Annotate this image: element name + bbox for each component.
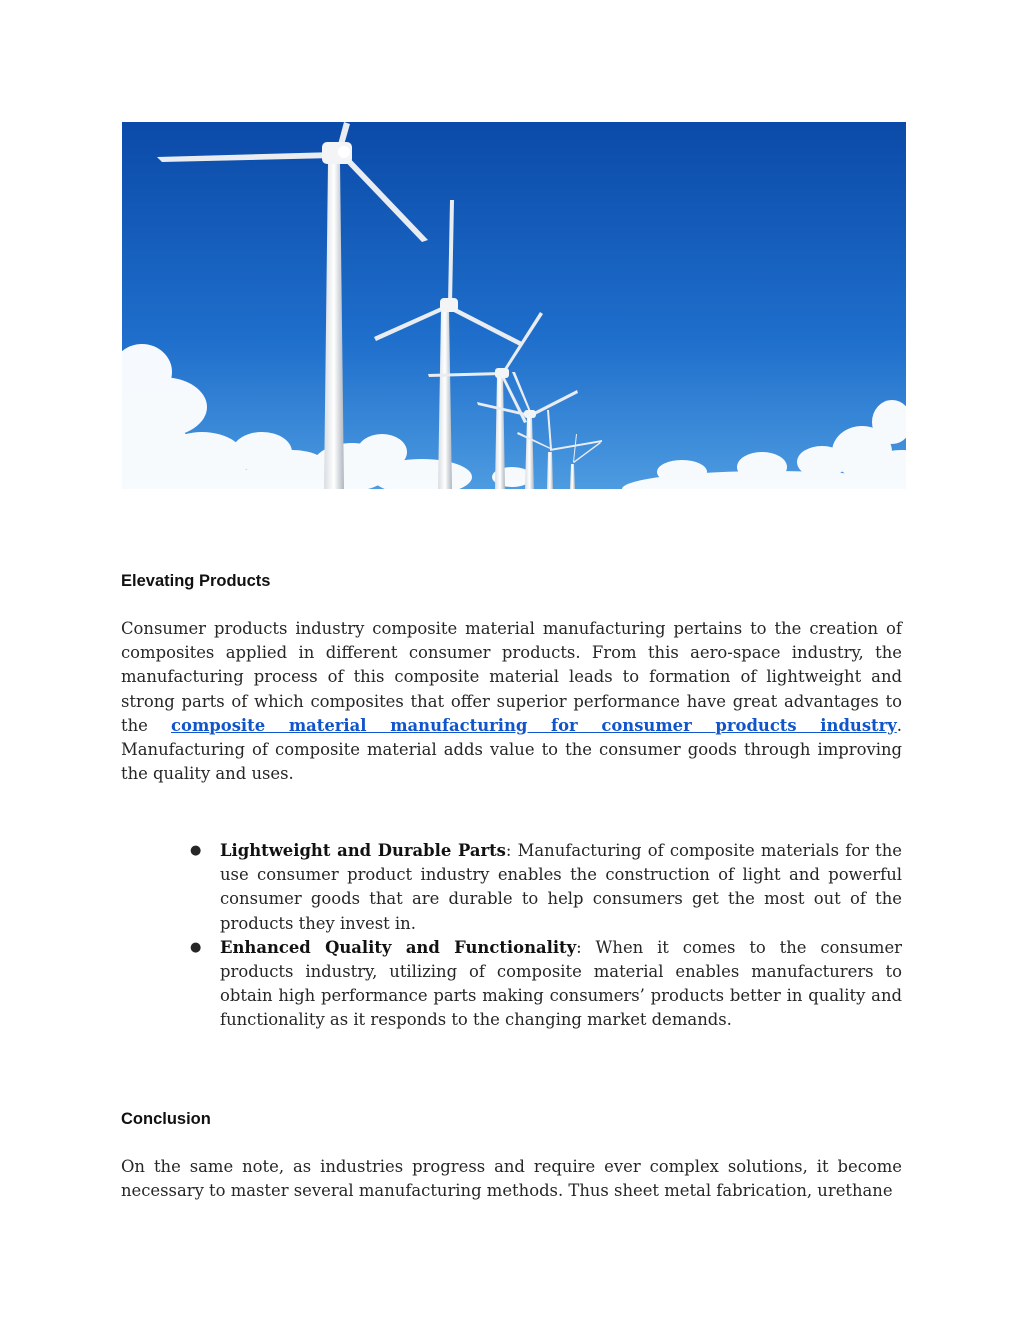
wind-turbines-photo [122,122,906,489]
section-heading-elevating: Elevating Products [121,572,271,590]
bullet-icon: ● [190,939,202,955]
list-item [190,839,902,936]
composite-manufacturing-link[interactable]: composite material manufacturing for consumer products industry [171,715,897,735]
benefits-list [190,839,902,1033]
list-item [190,936,902,1033]
conclusion-paragraph: On the same note, as industries progress and require ever complex solutions, it become necessary to master several manufacturing methods. Thus sheet metal fabrication, urethane [121,1157,902,1201]
intro-text-end: . Manufacturing of composite material adds value to the consumer goods through improving the quality and uses. [121,715,902,784]
section-heading-conclusion: Conclusion [121,1110,211,1128]
bullet-title: Lightweight and Durable Parts [220,841,506,860]
bullet-title: Enhanced Quality and Functionality [220,937,577,957]
bullet-text: : When it comes to the consumer products industry, utilizing of composite material enables manufacturers to obtain high performance parts making consumers’ products better in quality and functionality as it responds to the changing market demands. [220,937,902,1030]
intro-text: Consumer products industry composite material manufacturing pertains to the creation of composites applied in different consumer products. From this aero-space industry, the manufacturing process of this composite material leads to formation of lightweight and strong parts of which composites that offer superior performance have great advantages to the [121,619,902,735]
hero-image [122,122,906,489]
bullet-text: : Manufacturing of composite materials for the use consumer product industry enables the construction of light and powerful consumer goods that are durable to help consumers get the most out of the products they invest in. [220,841,902,933]
bullet-icon: ● [190,843,202,858]
intro-paragraph [121,617,902,786]
